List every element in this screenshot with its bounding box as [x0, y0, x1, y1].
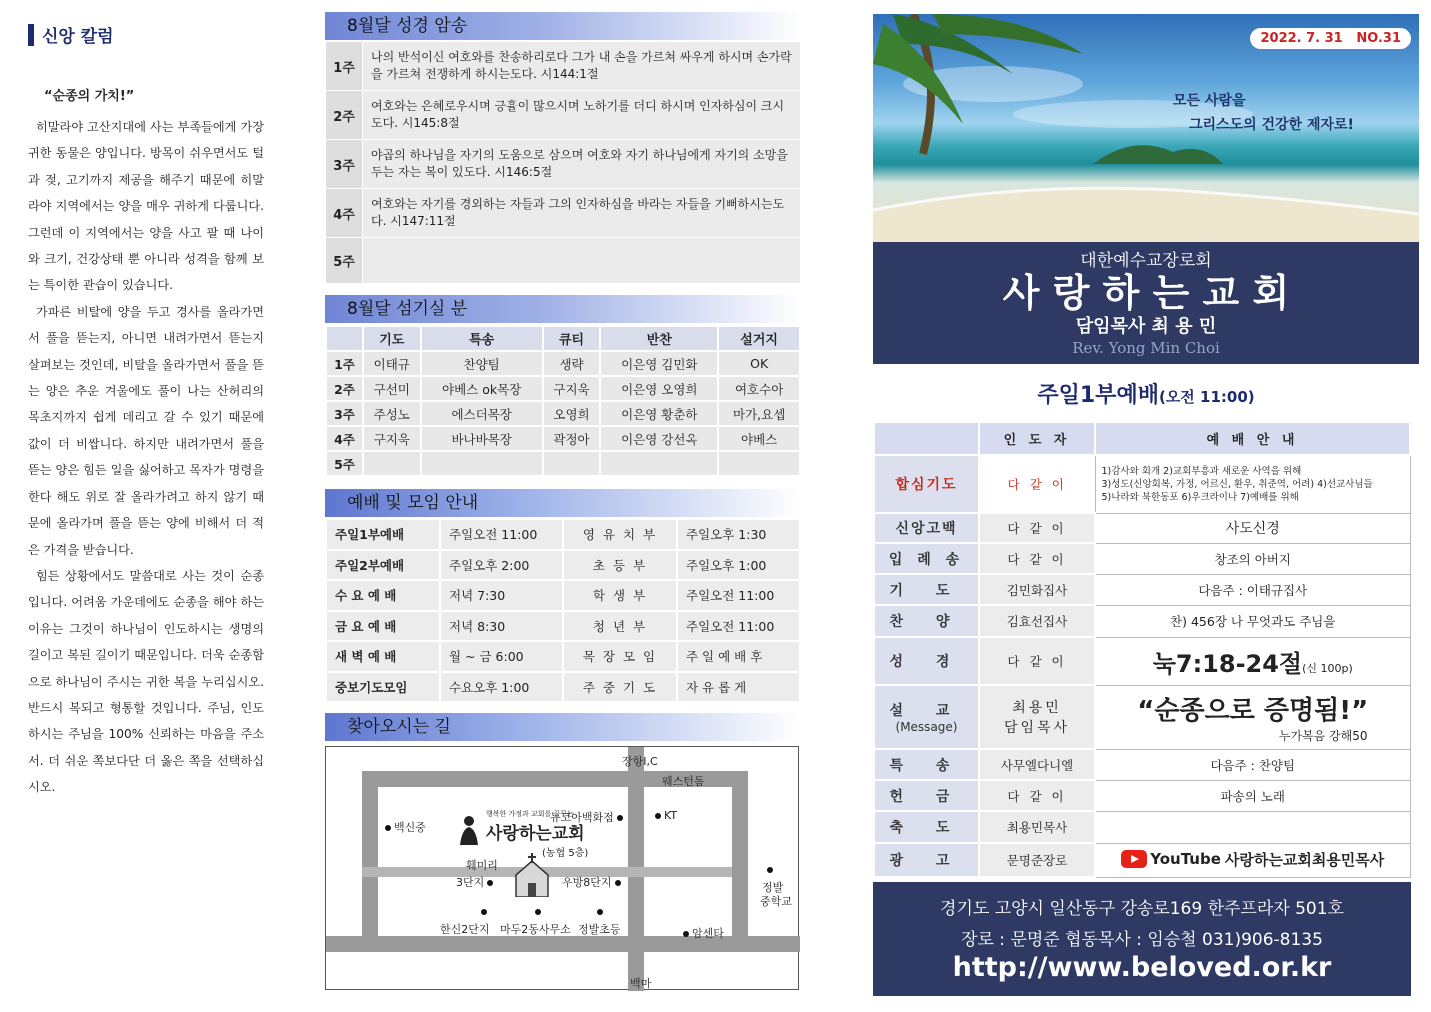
worship-name: 주일1부예배 — [1037, 383, 1159, 408]
youtube-channel-name: 사랑하는교회최용민목사 — [1224, 850, 1385, 869]
map-label-text: 우방8단지 — [562, 876, 612, 889]
service-time: 저녁 8:30 — [440, 611, 563, 642]
prayer-item: 1)감사와 회개 2)교회부흥과 새로운 사역을 위해 — [1101, 465, 1302, 477]
location-dot — [615, 880, 621, 886]
order-leader: 다 같 이 — [979, 513, 1095, 543]
table-row — [326, 140, 801, 189]
verse-text: 야곱의 하나님을 자기의 도움으로 삼으며 여호와 자기 하나님에게 자기의 소망을 두는 자는 복이 있도다. 시146:5절 — [363, 140, 801, 189]
table-row — [874, 637, 1410, 685]
map-label — [562, 874, 624, 890]
map-label — [382, 819, 426, 835]
order-info — [1095, 811, 1410, 843]
table-cell: 구지욱 — [363, 426, 421, 451]
worship-order-table — [873, 421, 1411, 878]
location-dot-row — [478, 905, 490, 918]
location-dot — [655, 813, 661, 819]
order-label: 축 도 — [874, 811, 979, 843]
table-row — [326, 580, 800, 611]
map-label — [764, 863, 776, 876]
week-cell: 5주 — [326, 451, 363, 476]
location-dot — [683, 931, 689, 937]
order-info: 사도신경 — [1095, 513, 1410, 543]
church-name: 사 랑 하 는 교 회 — [1002, 271, 1290, 315]
table-cell: 여호수아 — [718, 376, 800, 401]
table-row — [326, 451, 800, 476]
map-label — [456, 874, 496, 890]
order-label: 헌 금 — [874, 780, 979, 811]
order-label: 광 고 — [874, 843, 979, 877]
table-row — [326, 238, 801, 284]
group-time: 주 일 예 배 후 — [677, 641, 800, 672]
duty-title: 8월달 섬기실 분 — [325, 295, 801, 323]
order-label-sub: (Message) — [895, 720, 958, 734]
table-row — [874, 455, 1410, 513]
table-cell: 바나바목장 — [421, 426, 543, 451]
verses-title: 8월달 성경 암송 — [325, 12, 801, 40]
youtube-icon — [1121, 850, 1147, 868]
column-title-text: 신앙 칼럼 — [42, 27, 114, 47]
order-label: 성 경 — [874, 637, 979, 685]
order-leader: 문명준장로 — [979, 843, 1095, 877]
road — [732, 771, 748, 952]
cover-banner — [873, 14, 1419, 242]
preacher-name: 최용민 — [1012, 700, 1062, 716]
week-cell: 2주 — [326, 91, 363, 140]
table-cell: 에스더목장 — [421, 401, 543, 426]
worship-title — [873, 378, 1419, 409]
senior-pastor: 담임목사 최 용 민 — [1075, 316, 1217, 337]
table-row — [326, 641, 800, 672]
title-bar — [28, 24, 34, 46]
location-dot-row — [532, 905, 544, 918]
week-cell: 1주 — [326, 351, 363, 376]
order-label: 기 도 — [874, 574, 979, 605]
order-info: 다음주 : 이태규집사 — [1095, 574, 1410, 605]
prayer-item: 3)성도(신앙회복, 가정, 어르신, 환우, 취준역, 어려) 4)선교사님들 — [1101, 478, 1373, 490]
verse-text: 여호와는 자기를 경외하는 자들과 그의 인자하심을 바라는 자들을 기뻐하시는도다. 시147:11절 — [363, 189, 801, 238]
header-cell — [326, 326, 363, 351]
group-name: 영 유 치 부 — [563, 519, 677, 550]
header-cell: 인 도 자 — [979, 422, 1095, 455]
verse-text — [363, 238, 801, 284]
table-row — [326, 426, 800, 451]
table-cell — [718, 451, 800, 476]
table-cell: 주성노 — [363, 401, 421, 426]
service-time: 월 ~ 금 6:00 — [440, 641, 563, 672]
order-leader: 다 같 이 — [979, 780, 1095, 811]
map-label: 중학교 — [760, 895, 792, 908]
week-cell: 4주 — [326, 189, 363, 238]
service-name: 주일2부예배 — [326, 550, 440, 581]
map-label-text: 뉴코아백화점 — [550, 811, 614, 824]
sermon-preacher — [979, 685, 1095, 749]
order-leader: 최용민목사 — [979, 811, 1095, 843]
church-contacts: 장로 : 문명준 협동목사 : 임승철 031)906-8135 — [961, 930, 1323, 950]
map-label: 정발 — [762, 881, 784, 894]
week-cell: 2주 — [326, 376, 363, 401]
group-name: 청 년 부 — [563, 611, 677, 642]
church-website[interactable]: http://www.beloved.or.kr — [952, 952, 1332, 983]
group-time: 주일오후 1:00 — [677, 550, 800, 581]
column-paragraph: 힘든 상황에서도 말씀대로 사는 것이 순종입니다. 어려움 가운데에도 순종을 해야 하는 이유는 그것이 하나님이 인도하시는 생명의 길이고 복된 길이기 때문입니다. 더욱 순종함으로 하나님이 주시는 귀한 복을 누리십시오. 반드시 복되고 형통할 것입니다. 주님, 인도하시는 주님을 100% 신뢰하는 마음을 주소서. 더 쉬운 쪽보다단 더 옳은 쪽을 선택하십시오. — [28, 568, 264, 795]
week-cell: 1주 — [326, 42, 363, 91]
location-dot — [617, 815, 623, 821]
service-name: 새 벽 예 배 — [326, 641, 440, 672]
map-label: 정발초등 — [578, 923, 621, 936]
table-cell: 생략 — [543, 351, 601, 376]
church-building-icon — [510, 853, 554, 901]
sermon-title: “순종으로 증명됨!” — [1137, 696, 1369, 726]
table-cell: 구지욱 — [543, 376, 601, 401]
church-slogan: 행복한 가정과 교회를 꿈꾸는 — [486, 810, 574, 818]
order-leader: 다 같 이 — [979, 637, 1095, 685]
duty-table — [325, 325, 801, 477]
road — [326, 936, 800, 952]
column-paragraph: 가파른 비탈에 양을 두고 경사를 올라가면서 풀을 뜯는지, 아니면 내려가면서 뜯는지 살펴보는 것인데, 비탈을 올라가면서 풀을 뜯는 양은 추운 겨울에도 풀이 나는 산허리의 목초지까지 쉽게 데리고 갈 수 있기 때문에 값이 더 비쌉니다. 하지만 내려가면서 풀을 뜯는 양은 힘든 일을 싫어하고 목자가 명령을 한다 해도 위로 잘 올라가려고 하지 않기 때문에 올라가며 풀을 뜯는 양에 비해서 더 적은 가격을 받습니다. — [28, 304, 264, 557]
sermon-info — [1095, 685, 1410, 749]
scripture-info — [1095, 637, 1410, 685]
sermon-series: 누가복음 강해50 — [1278, 729, 1368, 743]
header-cell: 반찬 — [600, 326, 718, 351]
map-label: 장항I,C — [622, 755, 658, 768]
order-leader: 김민화집사 — [979, 574, 1095, 605]
group-name: 초 등 부 — [563, 550, 677, 581]
column-headline: “순종의 가치!” — [44, 89, 135, 104]
service-time: 주일오전 11:00 — [440, 519, 563, 550]
table-cell: 이은영 강선옥 — [600, 426, 718, 451]
issue-date: 2022. 7. 31 — [1260, 31, 1343, 46]
table-row — [326, 401, 800, 426]
map-label: 웨스턴돔 — [662, 775, 705, 788]
table-cell — [421, 451, 543, 476]
column-title — [28, 22, 264, 47]
scripture-reference: 눅7:18-24절 — [1152, 649, 1303, 678]
header-cell: 설거지 — [718, 326, 800, 351]
youtube-channel — [1121, 849, 1384, 870]
table-row — [326, 550, 800, 581]
prayer-items — [1095, 455, 1410, 513]
table-row — [326, 42, 801, 91]
table-row — [326, 351, 800, 376]
table-header-row — [874, 422, 1410, 455]
order-leader: 다 같 이 — [979, 455, 1095, 513]
order-label: 특 송 — [874, 749, 979, 780]
map-label-text: 암센타 — [692, 927, 724, 940]
issue-badge — [1250, 28, 1411, 49]
order-leader: 김효선집사 — [979, 605, 1095, 637]
map-label: 한신2단지 — [440, 923, 490, 936]
table-cell: 찬양팀 — [421, 351, 543, 376]
prayer-item: 5)나라와 북한동포 6)우크라이나 7)예배를 위해 — [1101, 491, 1299, 503]
pastor-english: Rev. Yong Min Choi — [1072, 339, 1220, 357]
table-cell — [600, 451, 718, 476]
map-label — [652, 809, 677, 822]
motto-line-2: 그리스도의 건강한 제자로! — [1189, 117, 1354, 133]
table-row — [874, 513, 1410, 543]
service-name: 수 요 예 배 — [326, 580, 440, 611]
week-cell: 5주 — [326, 238, 363, 284]
directions-map — [325, 746, 799, 990]
motto-line-1: 모든 사람을 — [1173, 93, 1246, 109]
location-dot — [535, 909, 541, 915]
services-title: 예배 및 모임 안내 — [325, 489, 801, 517]
map-label-text: 백신중 — [394, 821, 426, 834]
table-row — [874, 685, 1410, 749]
table-row — [326, 672, 800, 703]
week-cell: 3주 — [326, 401, 363, 426]
map-label-text: 3단지 — [456, 876, 485, 889]
map-label: 백마 — [630, 977, 652, 990]
service-name: 금 요 예 배 — [326, 611, 440, 642]
order-info: 파송의 노래 — [1095, 780, 1410, 811]
order-label: 설 교 — [889, 703, 964, 719]
map-label: 훼미리 — [466, 859, 498, 872]
table-row — [874, 574, 1410, 605]
service-name: 중보기도모임 — [326, 672, 440, 703]
table-cell: 야베스 ok목장 — [421, 376, 543, 401]
verse-text: 여호와는 은혜로우시며 긍휼이 많으시며 노하기를 더디 하시며 인자하심이 크시도다. 시145:8절 — [363, 91, 801, 140]
table-cell: 이태규 — [363, 351, 421, 376]
column-body — [28, 114, 264, 801]
order-label: 입 례 송 — [874, 543, 979, 574]
issue-number: NO.31 — [1356, 31, 1401, 46]
scripture-page: (신 100p) — [1302, 661, 1353, 675]
sermon-label — [874, 685, 979, 749]
table-cell: 구선미 — [363, 376, 421, 401]
preacher-title: 담임목사 — [1003, 720, 1071, 736]
table-row — [326, 519, 800, 550]
table-row — [874, 780, 1410, 811]
location-dot — [385, 825, 391, 831]
church-header — [873, 242, 1419, 364]
header-cell: 예 배 안 내 — [1095, 422, 1410, 455]
order-leader: 사무엘다니엘 — [979, 749, 1095, 780]
table-cell: 이은영 황춘하 — [600, 401, 718, 426]
table-row — [874, 605, 1410, 637]
verses-table — [325, 41, 801, 284]
map-title: 찾아오시는 길 — [325, 713, 801, 741]
table-row — [874, 749, 1410, 780]
order-leader: 다 같 이 — [979, 543, 1095, 574]
church-address: 경기도 고양시 일산동구 강송로169 한주프라자 501호 — [940, 899, 1344, 919]
table-row — [874, 843, 1410, 877]
column-paragraph: 히말라야 고산지대에 사는 부족들에게 가장 귀한 동물은 양입니다. 방목이 쉬우면서도 털과 젖, 고기까지 제공을 해주기 때문에 히말라야 지역에서는 양을 매우 귀하게 다룹니다. 그런데 이 지역에서는 양을 사고 팔 때 나이와 크기, 건강상태 뿐 아니라 성격을 함께 보는 특이한 관습이 있습니다. — [28, 120, 264, 293]
header-cell: 큐티 — [543, 326, 601, 351]
service-time: 수요오후 1:00 — [440, 672, 563, 703]
table-row — [326, 611, 800, 642]
church-floor: (농협 5층) — [542, 848, 589, 859]
table-row — [326, 91, 801, 140]
header-cell — [874, 422, 979, 455]
group-name: 학 생 부 — [563, 580, 677, 611]
youtube-link[interactable] — [1095, 843, 1410, 877]
location-dot-row — [594, 905, 606, 918]
header-cell: 특송 — [421, 326, 543, 351]
church-name-map: 사랑하는교회 — [486, 824, 585, 844]
order-label: 합심기도 — [874, 455, 979, 513]
order-info: 찬) 456장 나 무엇과도 주님을 — [1095, 605, 1410, 637]
cross-icon — [456, 813, 482, 847]
order-info: 다음주 : 찬양팀 — [1095, 749, 1410, 780]
order-info: 창조의 아버지 — [1095, 543, 1410, 574]
worship-time: (오전 11:00) — [1158, 388, 1255, 406]
table-row — [326, 376, 800, 401]
youtube-wordmark: YouTube — [1150, 850, 1221, 869]
group-time: 주일오전 11:00 — [677, 580, 800, 611]
table-row — [326, 189, 801, 238]
church-map-label — [486, 809, 606, 859]
church-logo — [456, 813, 482, 851]
table-cell: 오영희 — [543, 401, 601, 426]
group-time: 자 유 롭 게 — [677, 672, 800, 703]
verse-text: 나의 반석이신 여호와를 찬송하리로다 그가 내 손을 가르쳐 싸우게 하시며 손가락을 가르쳐 전쟁하게 하시는도다. 시144:1절 — [363, 42, 801, 91]
table-cell: 야베스 — [718, 426, 800, 451]
group-time: 주일오후 1:30 — [677, 519, 800, 550]
week-cell: 3주 — [326, 140, 363, 189]
table-cell: 마가,요셉 — [718, 401, 800, 426]
table-cell: 이은영 오영희 — [600, 376, 718, 401]
service-name: 주일1부예배 — [326, 519, 440, 550]
location-dot — [767, 867, 773, 873]
location-dot — [481, 909, 487, 915]
faith-column — [28, 22, 264, 801]
table-cell: 곽정아 — [543, 426, 601, 451]
group-time: 주일오전 11:00 — [677, 611, 800, 642]
location-dot — [487, 880, 493, 886]
table-header-row — [326, 326, 800, 351]
table-cell — [543, 451, 601, 476]
week-cell: 4주 — [326, 426, 363, 451]
footer — [873, 882, 1411, 996]
map-label — [680, 925, 724, 941]
map-label-text: KT — [664, 809, 678, 822]
group-name: 주 중 기 도 — [563, 672, 677, 703]
table-cell: 이은영 김민화 — [600, 351, 718, 376]
table-row — [874, 811, 1410, 843]
service-time: 저녁 7:30 — [440, 580, 563, 611]
group-name: 목 장 모 임 — [563, 641, 677, 672]
location-dot — [597, 909, 603, 915]
order-label: 신앙고백 — [874, 513, 979, 543]
services-table — [325, 518, 801, 703]
service-time: 주일오후 2:00 — [440, 550, 563, 581]
order-label: 찬 양 — [874, 605, 979, 637]
header-cell: 기도 — [363, 326, 421, 351]
map-label: 마두2동사무소 — [500, 923, 571, 936]
table-cell: OK — [718, 351, 800, 376]
road — [362, 771, 378, 936]
table-cell — [363, 451, 421, 476]
denomination: 대한예수교장로회 — [1080, 251, 1212, 271]
table-row — [874, 543, 1410, 574]
